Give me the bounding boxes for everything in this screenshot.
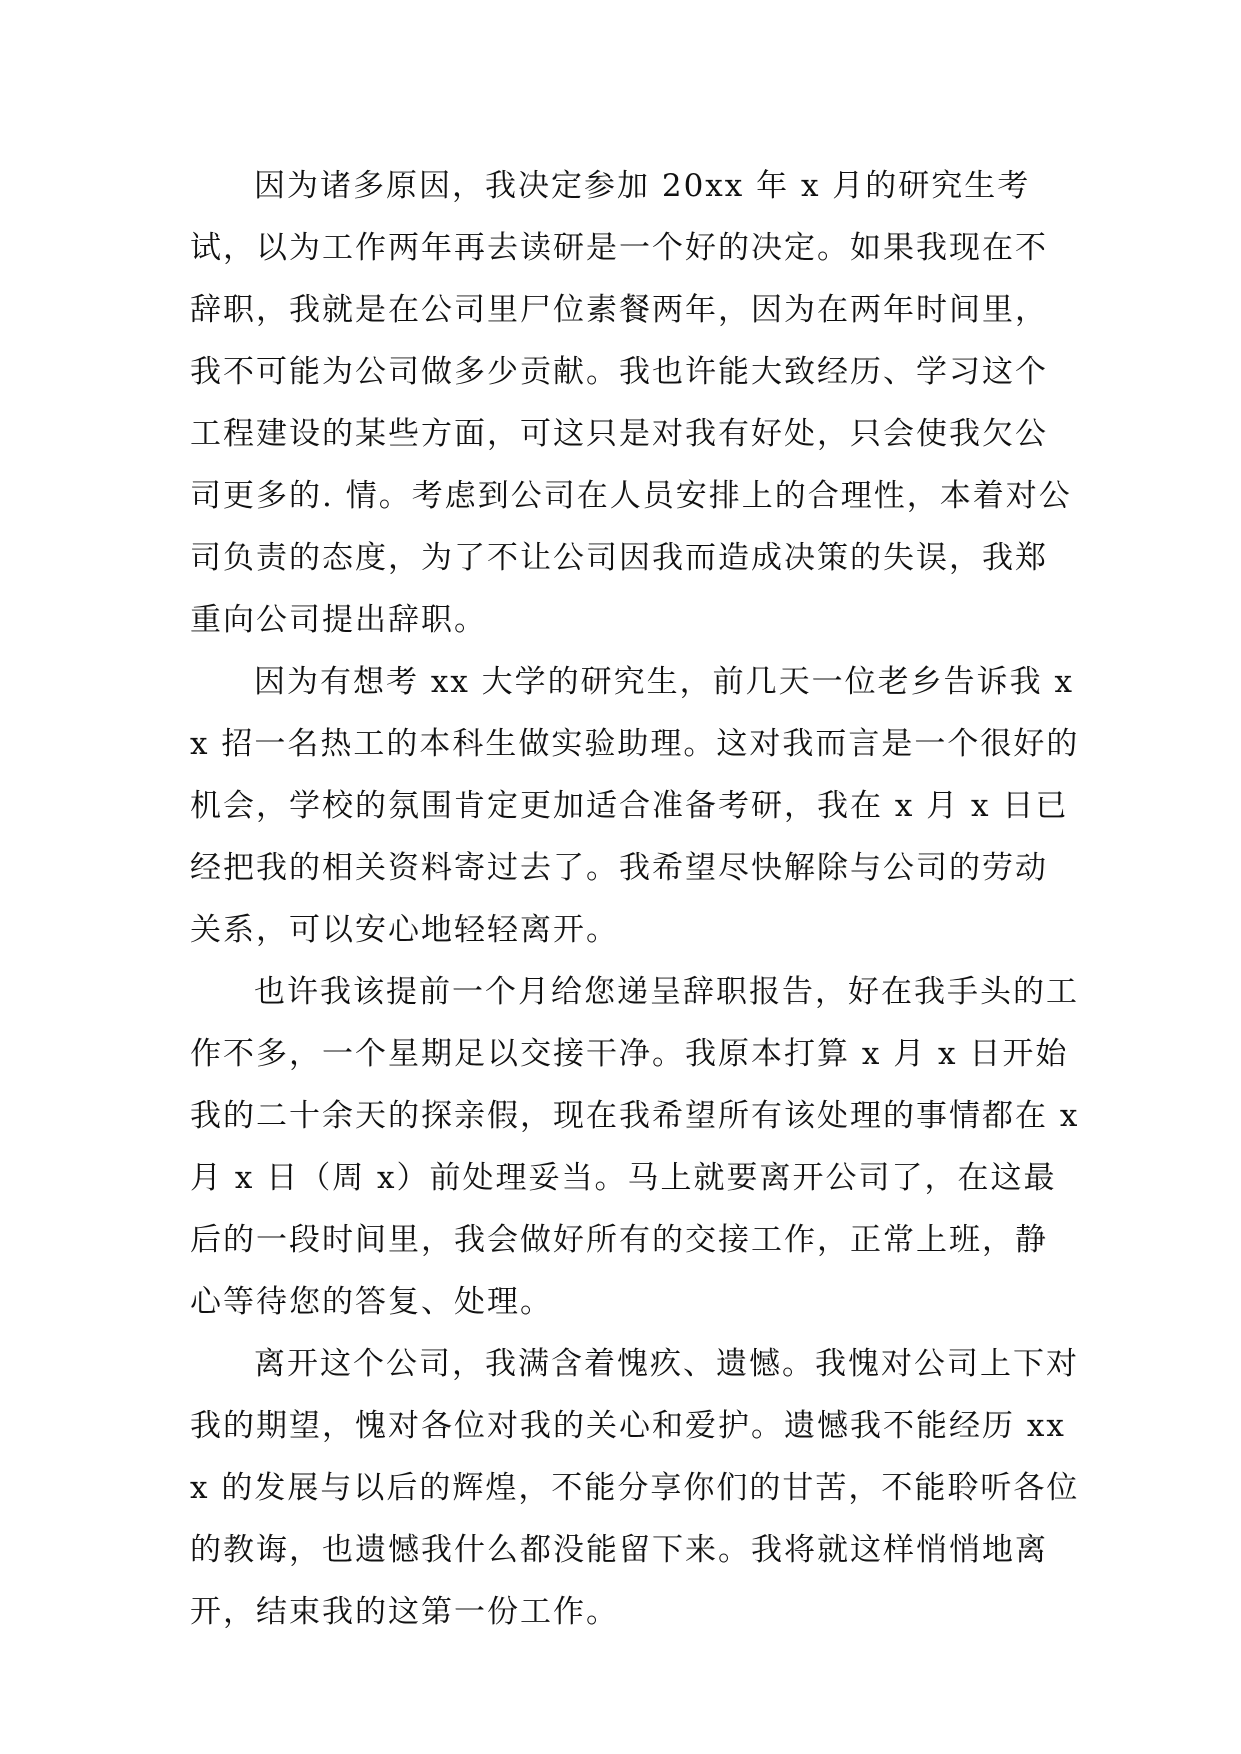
resignation-letter-body [190,155,1080,1643]
paragraph-4: 离开这个公司，我满含着愧疚、遗憾。我愧对公司上下对我的期望，愧对各位对我的关心和爱护。遗憾我不能经历 xxx 的发展与以后的辉煌，不能分享你们的甘苦，不能聆听各位的教诲，也遗憾我什么都没能留下来。我将就这样悄悄地离开，结束我的这第一份工作。 [190,1346,1080,1630]
paragraph-3: 也许我该提前一个月给您递呈辞职报告，好在我手头的工作不多，一个星期足以交接干净。我原本打算 x 月 x 日开始我的二十余天的探亲假，现在我希望所有该处理的事情都在 x 月 x 日（周 x）前处理妥当。马上就要离开公司了，在这最后的一段时间里，我会做好所有的交接工作，正常上班，静心等待您的答复、处理。 [190,974,1080,1320]
paragraph-2: 因为有想考 xx 大学的研究生，前几天一位老乡告诉我 xx 招一名热工的本科生做实验助理。这对我而言是一个很好的机会，学校的氛围肯定更加适合准备考研，我在 x 月 x 日已经把我的相关资料寄过去了。我希望尽快解除与公司的劳动关系，可以安心地轻轻离开。 [190,664,1080,948]
paragraph-1: 因为诸多原因，我决定参加 20xx 年 x 月的研究生考试，以为工作两年再去读研是一个好的决定。如果我现在不辞职，我就是在公司里尸位素餐两年，因为在两年时间里，我不可能为公司做多少贡献。我也许能大致经历、学习这个工程建设的某些方面，可这只是对我有好处，只会使我欠公司更多的. 情。考虑到公司在人员安排上的合理性，本着对公司负责的态度，为了不让公司因我而造成决策的失误，我郑重向公司提出辞职。 [190,168,1072,638]
